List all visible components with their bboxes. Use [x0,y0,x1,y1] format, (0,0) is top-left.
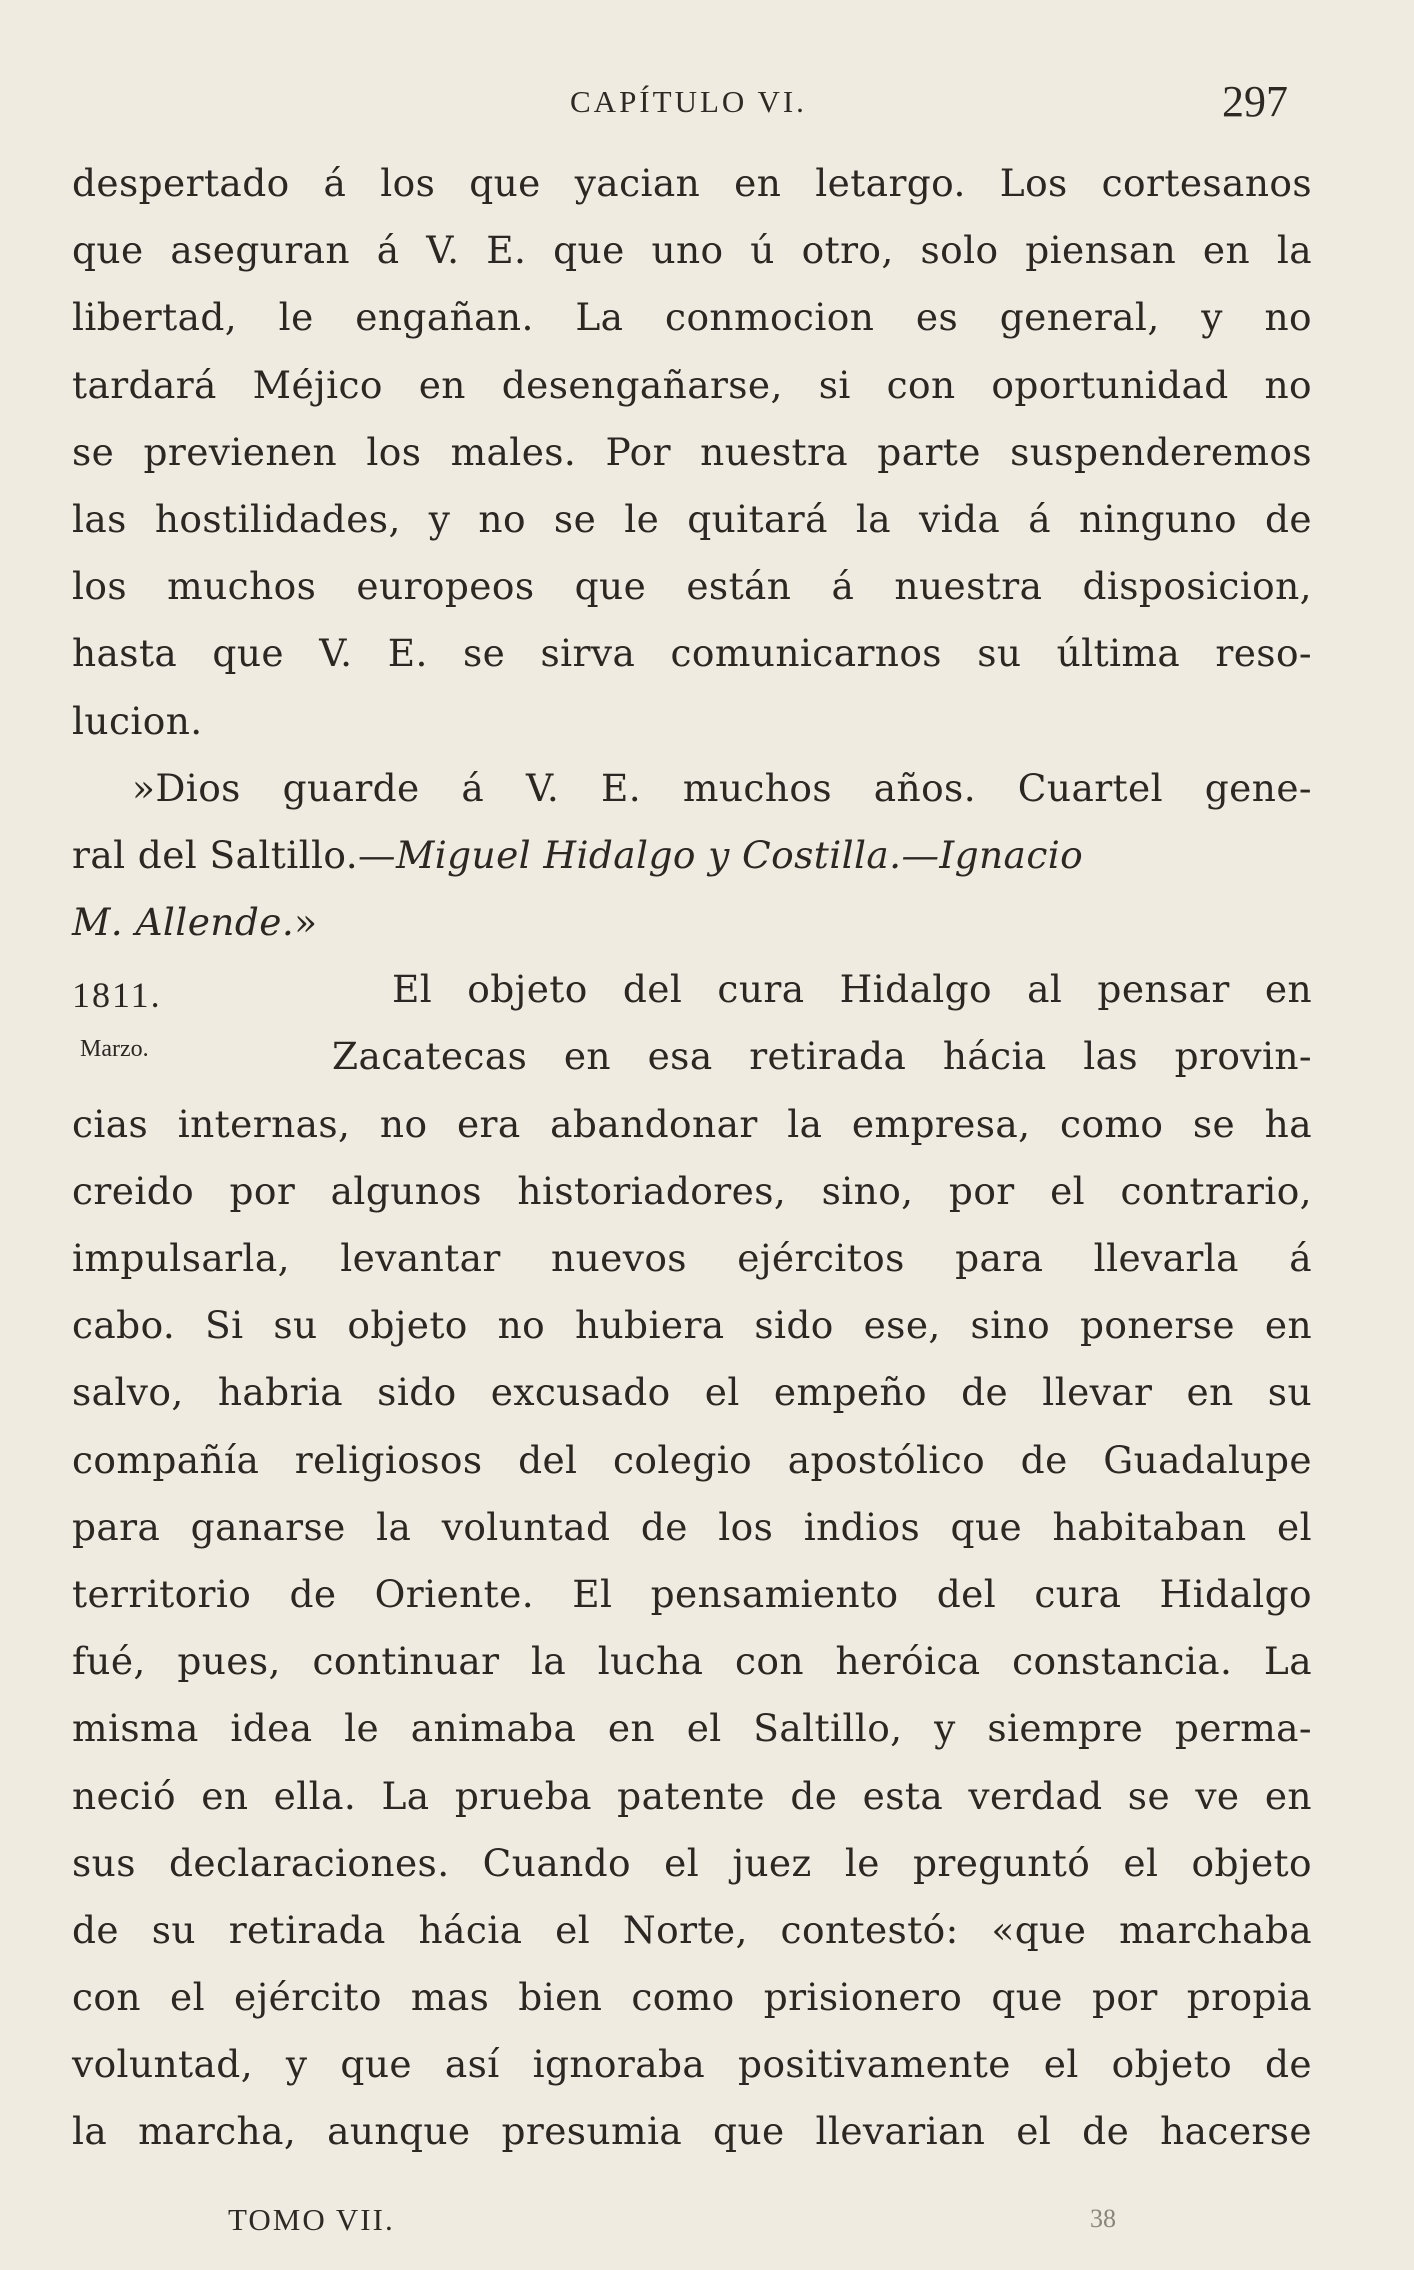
page-header [0,78,1414,128]
signature-mark: 38 [1090,2204,1116,2233]
text-line: de su retirada hácia el Norte, contestó: «que marchaba [72,1907,1312,1952]
text-line: voluntad, y que así ignoraba positivamente el objeto de [72,2042,1312,2087]
text-line: que aseguran á V. E. que uno ú otro, solo piensan en la [72,228,1312,273]
text-line: se previenen los males. Por nuestra parte suspenderemos [72,429,1312,474]
text-line: sus declaraciones. Cuando el juez le preguntó el objeto [72,1840,1312,1885]
text-line: impulsarla, levantar nuevos ejércitos para llevarla á [72,1236,1312,1280]
text-line: los muchos europeos que están á nuestra disposicion, [72,564,1312,609]
text-line: cabo. Si su objeto no hubiera sido ese, sino ponerse en [72,1303,1312,1348]
margin-year: 1811. [72,975,162,1016]
text-line: libertad, le engañan. La conmocion es general, y no [72,295,1312,340]
signature-place: ral del Saltillo.— [72,832,396,877]
margin-month: Marzo. [80,1036,149,1063]
text-line-allende [72,889,1312,956]
text-line: la marcha, aunque presumia que llevarian el de hacerse [72,2109,1312,2154]
text-line: para ganarse la voluntad de los indios que habitaban el [72,1504,1312,1549]
text-line: hasta que V. E. se sirva comunicarnos su última reso- [72,631,1312,676]
text-line: tardará Méjico en desengañarse, si con oportunidad no [72,362,1312,407]
text-line: Zacatecas en esa retirada hácia las provin- [332,1034,1312,1079]
page-footer [0,2200,1414,2250]
closing-quote: » [294,900,318,945]
text-line: despertado á los que yacian en letargo. Los cortesanos [72,161,1312,205]
text-line: fué, pues, continuar la lucha con heróica constancia. La [72,1639,1312,1684]
text-line: El objeto del cura Hidalgo al pensar en [392,967,1312,1012]
margin-note-row-2 [72,1023,1312,1090]
text-line: neció en ella. La prueba patente de esta verdad se ve en [72,1773,1312,1818]
signature-names: Miguel Hidalgo y Costilla.—Ignacio [395,832,1084,877]
volume-label: TOMO VII. [228,2202,395,2237]
text-line: con el ejército mas bien como prisionero que por propia [72,1975,1312,2020]
text-line-closing: »Dios guarde á V. E. muchos años. Cuartel gene- [132,765,1312,810]
text-line: compañía religiosos del colegio apostólico de Guadalupe [72,1437,1312,1482]
text-line: salvo, habria sido excusado el empeño de llevar en su [72,1370,1312,1415]
running-head: CAPÍTULO VI. [570,84,807,119]
signature-allende: M. Allende. [72,900,295,945]
margin-note-row-1 [72,956,1312,1023]
body-text [72,150,1312,2166]
text-line: creido por algunos historiadores, sino, por el contrario, [72,1168,1312,1213]
text-line: territorio de Oriente. El pensamiento del cura Hidalgo [72,1571,1312,1616]
text-line: cias internas, no era abandonar la empresa, como se ha [72,1101,1312,1146]
text-line: lucion. [72,698,203,743]
text-line: misma idea le animaba en el Saltillo, y siempre perma- [72,1706,1312,1751]
text-line-signature [72,822,1312,889]
text-line: las hostilidades, y no se le quitará la vida á ninguno de [72,496,1312,541]
page-number: 297 [1222,77,1288,126]
